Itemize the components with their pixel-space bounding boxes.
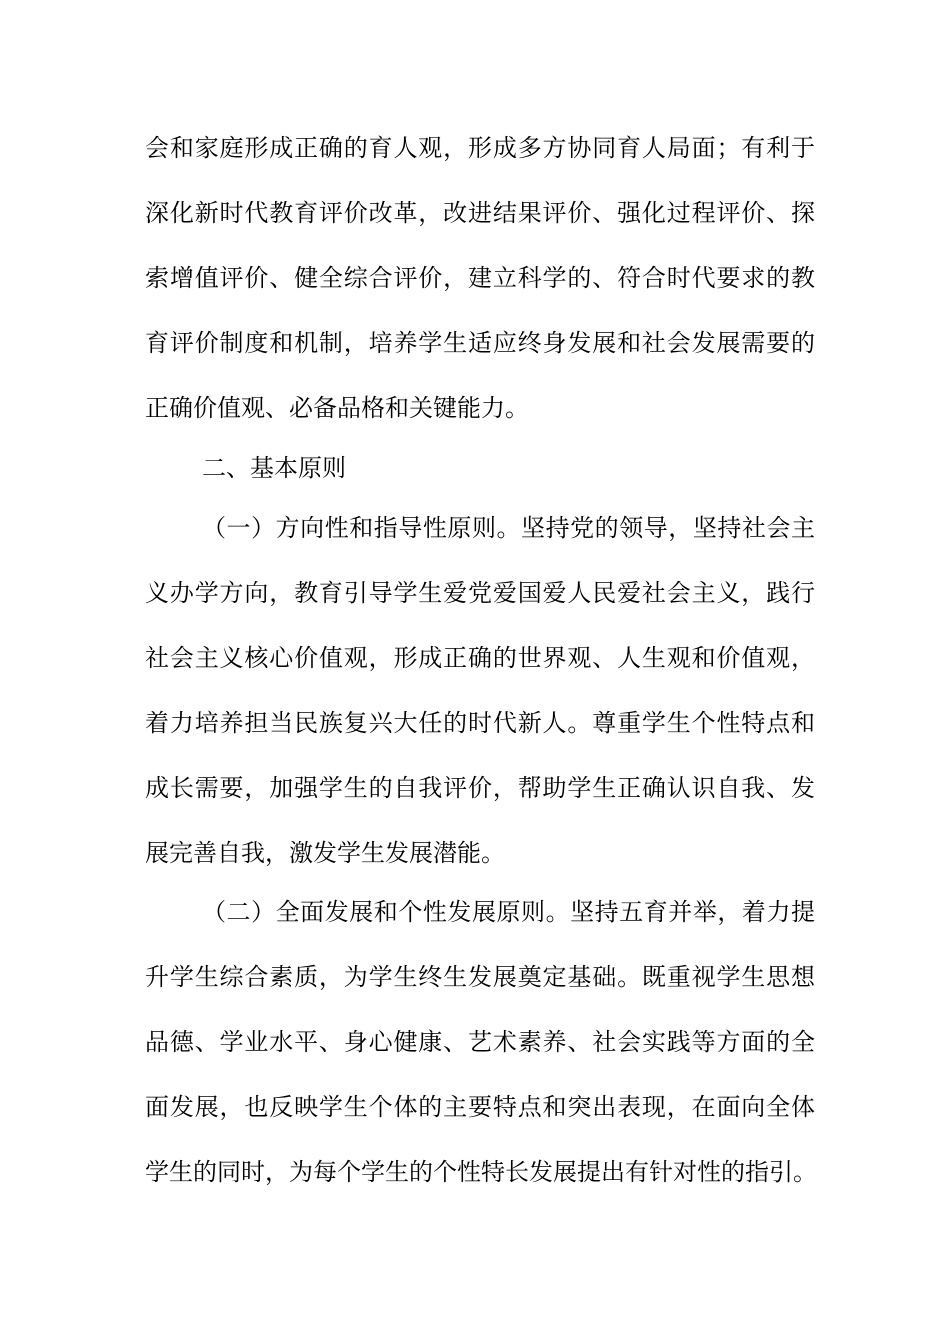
text-line: 品德、学业水平、身心健康、艺术素养、社会实践等方面的全 (145, 1028, 815, 1056)
section-heading: 二、基本原则 (202, 454, 346, 482)
text-line: 深化新时代教育评价改革，改进结果评价、强化过程评价、探 (145, 199, 815, 227)
text-line: 展完善自我，激发学生发展潜能。 (145, 839, 505, 867)
text-line: 升学生综合素质，为学生终生发展奠定基础。既重视学生思想 (145, 963, 815, 991)
text-line: 成长需要，加强学生的自我评价，帮助学生正确认识自我、发 (145, 774, 815, 802)
text-line: 正确价值观、必备品格和关键能力。 (145, 394, 529, 422)
text-line: 社会主义核心价值观，形成正确的世界观、人生观和价值观， (145, 644, 815, 672)
text-line: （一）方向性和指导性原则。坚持党的领导，坚持社会主 (202, 514, 815, 542)
text-line: 学生的同时，为每个学生的个性特长发展提出有针对性的指引。 (145, 1158, 817, 1186)
text-line: 会和家庭形成正确的育人观，形成多方协同育人局面；有利于 (145, 134, 815, 162)
text-line: 育评价制度和机制，培养学生适应终身发展和社会发展需要的 (145, 329, 815, 357)
text-line: 着力培养担当民族复兴大任的时代新人。尊重学生个性特点和 (145, 709, 815, 737)
text-line: 义办学方向，教育引导学生爱党爱国爱人民爱社会主义，践行 (145, 579, 815, 607)
text-line: 面发展，也反映学生个体的主要特点和突出表现，在面向全体 (145, 1093, 815, 1121)
text-line: 索增值评价、健全综合评价，建立科学的、符合时代要求的教 (145, 264, 815, 292)
text-line: （二）全面发展和个性发展原则。坚持五育并举，着力提 (202, 898, 815, 926)
